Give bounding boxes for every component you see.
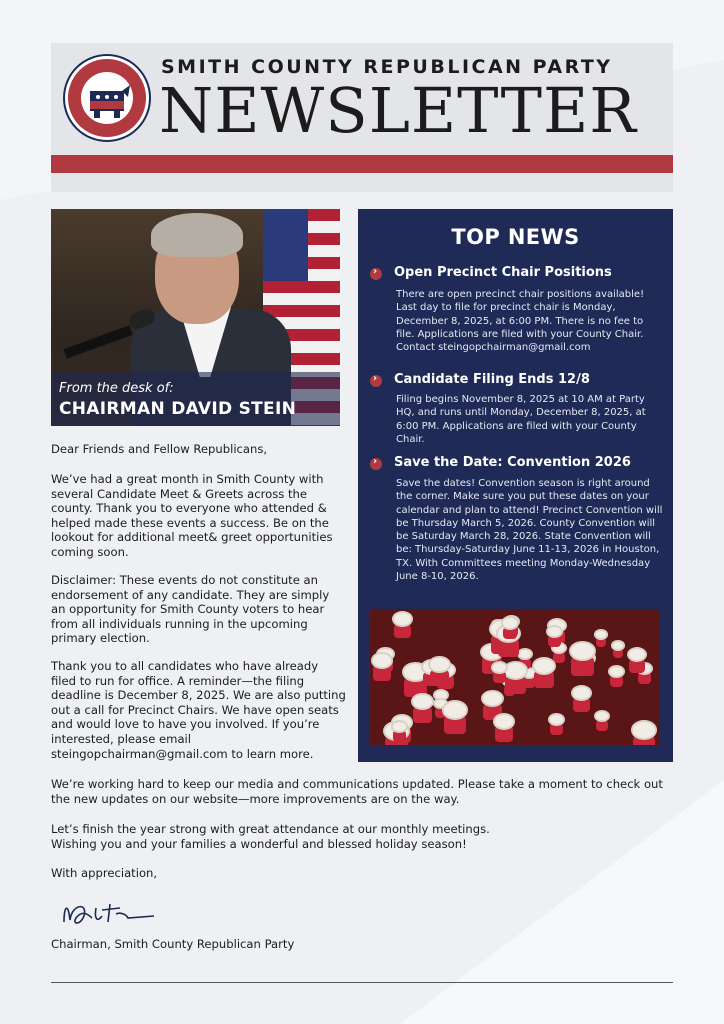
cowboy-hat-icon — [392, 611, 413, 627]
top-news-panel — [358, 209, 673, 762]
cowboy-hat-icon — [442, 700, 468, 720]
greeting: Dear Friends and Fellow Republicans, — [51, 442, 268, 456]
closing: With appreciation, — [51, 866, 158, 880]
chairman-photo — [51, 209, 340, 426]
news-body: Filing begins November 8, 2025 at 10 AM at Party HQ, and runs until Monday, December 8, 2025, at 6:00 PM. Applications are filed with your County Chair. — [396, 394, 646, 445]
news-heading: Candidate Filing Ends 12/8 — [394, 372, 590, 387]
signature-title: Chairman, Smith County Republican Party — [51, 937, 295, 951]
cowboy-hat-icon — [631, 720, 657, 740]
cowboy-hat-icon — [571, 685, 592, 701]
signature-image — [58, 896, 158, 932]
news-heading: Open Precinct Chair Positions — [394, 265, 612, 280]
flag-canton — [263, 209, 308, 281]
letter-paragraph: Disclaimer: These events do not constitute an endorsement of any candidate. They are simply an opportunity for Smith County voters to hear from all individuals running in the upcoming primary election. — [51, 573, 330, 646]
cowboy-hat-icon — [517, 648, 533, 660]
cowboy-hat-icon — [491, 661, 508, 674]
convention-crowd-photo — [370, 609, 660, 745]
news-heading: Save the Date: Convention 2026 — [394, 455, 631, 470]
header-stripe — [51, 155, 673, 173]
background-shape — [400, 780, 724, 1024]
cowboy-hat-icon — [501, 616, 519, 630]
cowboy-hat-icon — [371, 652, 393, 669]
newsletter-title: NEWSLETTER — [159, 74, 637, 147]
cowboy-hat-icon — [532, 657, 556, 675]
newsletter-header — [51, 43, 673, 192]
cowboy-hat-icon — [594, 629, 608, 640]
news-body: Save the dates! Convention season is right around the corner. Make sure you put these dates on your calendar and plan to attend! Precinct Convention will be Thursday March 5, 2026. County Convention will be Saturday March 28, 2026. State Convention will be: Thursday-Saturday June 11-13, 2026 in Houston, TX. With Committees meeting Monday-Wednesday June 8-10, 2026. — [396, 478, 663, 583]
cowboy-hat-icon — [546, 625, 563, 638]
logo-ring-text — [68, 59, 146, 137]
cowboy-hat-icon — [493, 713, 515, 730]
cowboy-hat-icon — [608, 665, 625, 678]
from-desk-label: From the desk of: — [59, 381, 174, 396]
cowboy-hat-icon — [611, 640, 625, 651]
speaker-hair — [151, 213, 243, 257]
chevron-right-icon: › — [370, 268, 382, 280]
chevron-right-icon: › — [370, 458, 382, 470]
letter-paragraph: Let’s finish the year strong with great attendance at our monthly meetings. — [51, 822, 490, 836]
microphone-stand — [63, 325, 132, 358]
letter-paragraph: We’re working hard to keep our media and communications updated. Please take a moment to check out the new updates on our website—more improvements are on the way. — [51, 777, 663, 806]
letter-paragraph: Thank you to all candidates who have already filed to run for office. A reminder—the filing deadline is December 8, 2025. We are also putting out a call for Precinct Chairs. We have open seats and would love to have you involved. If you’re interested, please email steingopchairman@gmail.com to learn more. — [51, 659, 346, 761]
cowboy-hat-icon — [548, 713, 565, 726]
org-name: SMITH COUNTY REPUBLICAN PARTY — [161, 56, 613, 78]
top-news-title: TOP NEWS — [451, 225, 580, 249]
news-body: There are open precinct chair positions available! Last day to file for precinct chair is Monday, December 8, 2025, at 6:00 PM. There is no fee to file. Applications are filed with your County Chair. Contact steingopchairman@gmail.com — [396, 289, 645, 354]
chevron-right-icon: › — [370, 375, 382, 387]
cowboy-hat-icon — [594, 710, 610, 722]
letter-paragraph: We’ve had a great month in Smith County with several Candidate Meet & Greets across the county. Thank you to everyone who attended & helped made these events a success. Be on the lookout for additional meet& greet opportunities coming soon. — [51, 472, 333, 559]
cowboy-hat-icon — [627, 647, 647, 662]
footer-rule — [51, 982, 673, 983]
chairman-name: CHAIRMAN DAVID STEIN — [59, 399, 297, 419]
party-logo — [65, 56, 149, 140]
letter-paragraph: Wishing you and your families a wonderful and blessed holiday season! — [51, 837, 467, 851]
cowboy-hat-icon — [391, 720, 408, 733]
